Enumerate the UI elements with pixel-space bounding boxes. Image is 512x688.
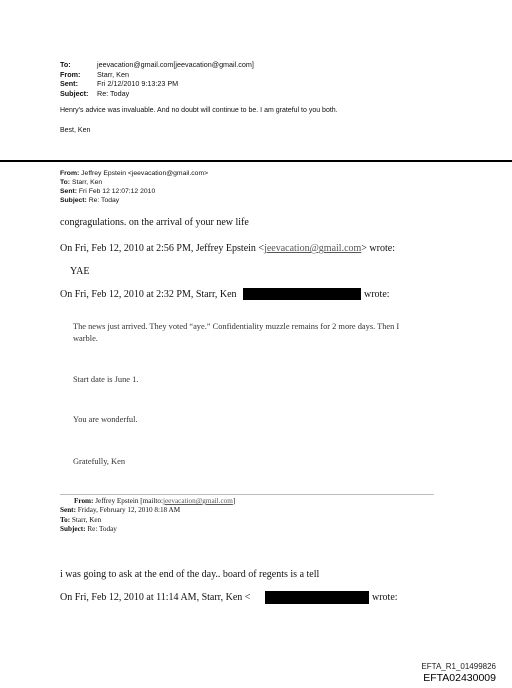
subject-value: Re: Today — [88, 197, 120, 204]
header-subject-row — [60, 196, 208, 205]
subject-label: Subject: — [60, 197, 87, 204]
header-from-row — [60, 497, 235, 506]
gratefully-text: Gratefully, Ken — [73, 457, 126, 466]
header-sent-row — [60, 79, 254, 89]
to-label: To: — [60, 179, 71, 186]
start-date-text: Start date is June 1. — [73, 375, 139, 384]
quote1-line — [60, 243, 395, 254]
body1-signoff: Best, Ken — [60, 127, 91, 134]
wonderful-text: You are wonderful. — [73, 415, 138, 424]
yae-text: YAE — [70, 266, 90, 277]
quote1-email-link[interactable]: jeevacation@gmail.com — [264, 243, 362, 254]
quote-divider — [60, 494, 434, 495]
subject-value: Re: Today — [87, 525, 117, 534]
header-sent-row — [60, 187, 208, 196]
header-to-row — [60, 60, 254, 70]
header-sent-row — [60, 506, 235, 515]
from-value: Jeffrey Epstein <jeevacation@gmail.com> — [81, 170, 209, 177]
sent-value: Fri Feb 12 12:07:12 2010 — [78, 188, 156, 195]
subject-value: Re: Today — [97, 88, 130, 98]
email-header-2 — [60, 169, 208, 205]
from-email-link[interactable]: jeevacation@gmail.com — [162, 497, 233, 505]
news-line-2: warble. — [73, 334, 98, 343]
quote2-suffix: wrote: — [364, 289, 390, 300]
sent-label: Sent: — [60, 506, 76, 515]
to-label: To: — [60, 60, 71, 69]
separator-rule — [0, 160, 512, 162]
redaction-bar — [243, 288, 361, 300]
body2-congrats: congragulations. on the arrival of your new life — [60, 217, 249, 228]
body3-quote-suffix: wrote: — [372, 592, 398, 603]
header-from-row — [60, 70, 254, 80]
header-to-row — [60, 516, 235, 525]
body3-line: i was going to ask at the end of the day.. board of regents is a tell — [60, 569, 320, 580]
body3-quote-prefix: On Fri, Feb 12, 2010 at 11:14 AM, Starr, Ken < — [60, 592, 251, 603]
to-value: Starr, Ken — [71, 515, 102, 524]
header-subject-row — [60, 525, 235, 534]
from-value: Starr, Ken — [97, 69, 129, 79]
subject-label: Subject: — [60, 525, 86, 534]
email-header-1 — [60, 60, 254, 98]
redaction-bar — [265, 591, 369, 604]
sent-label: Sent: — [60, 79, 78, 88]
subject-label: Subject: — [60, 88, 89, 98]
quote2-prefix: On Fri, Feb 12, 2010 at 2:32 PM, Starr, Ken — [60, 289, 237, 300]
to-value: jeevacation@gmail.com[jeevacation@gmail.com] — [97, 60, 254, 69]
header-subject-row — [60, 89, 254, 99]
email-header-3 — [60, 497, 235, 535]
to-value: Starr, Ken — [71, 179, 103, 186]
sent-value: Fri 2/12/2010 9:13:23 PM — [97, 79, 179, 88]
from-suffix: ] — [232, 497, 236, 505]
header-to-row — [60, 178, 208, 187]
quote1-suffix: > wrote: — [361, 243, 395, 254]
from-label: From: — [60, 170, 80, 177]
quote1-prefix: On Fri, Feb 12, 2010 at 2:56 PM, Jeffrey Epstein < — [60, 243, 265, 254]
from-label: From: — [60, 69, 81, 79]
from-label: From: — [74, 497, 94, 505]
sent-label: Sent: — [60, 188, 77, 195]
from-prefix: Jeffrey Epstein [mailto: — [95, 497, 163, 505]
bates-number-1: EFTA_R1_01499826 — [421, 662, 496, 671]
body1-line: Henry's advice was invaluable. And no doubt will continue to be. I am grateful to you both. — [60, 107, 338, 114]
news-line-1: The news just arrived. They voted “aye.” Confidentiality muzzle remains for 2 more days. Then I — [73, 322, 400, 331]
to-label: To: — [60, 515, 71, 524]
header-from-row — [60, 169, 208, 178]
sent-value: Friday, February 12, 2010 8:18 AM — [77, 506, 181, 515]
bates-number-2: EFTA02430009 — [423, 672, 496, 684]
